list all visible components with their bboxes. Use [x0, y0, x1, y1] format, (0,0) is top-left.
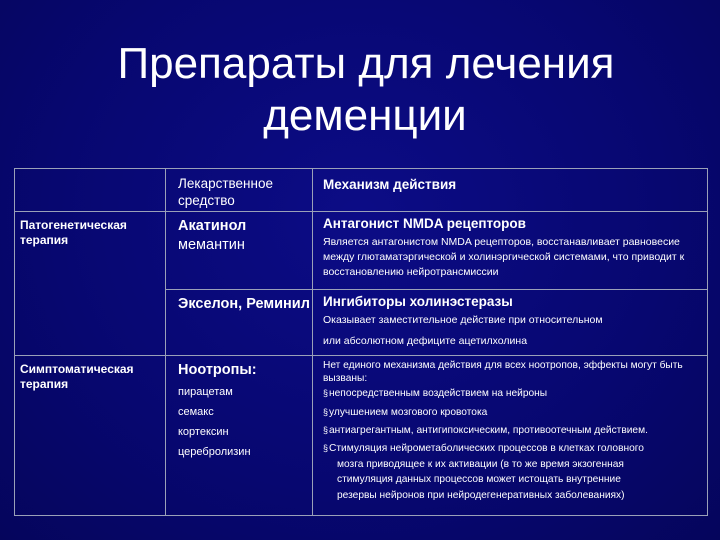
mechanism-cell-nmda: [313, 212, 708, 290]
slide-title: [0, 38, 720, 142]
list-item: семакс: [178, 406, 214, 418]
drug-cell-nootropics: [166, 356, 313, 516]
continuation-line: мозга приводящее к их активации (в то же время экзогенная: [337, 458, 624, 470]
list-item: пирацетам: [178, 386, 233, 398]
header-empty-cell: [15, 169, 166, 212]
mechanism-title: Ингибиторы холинэстеразы: [323, 294, 513, 309]
mechanism-description-1: Оказывает заместительное действие при относительном: [323, 314, 603, 326]
list-item: [323, 387, 703, 401]
mechanism-description: Является антагонистом NMDA рецепторов, восстанавливает равновесие между глютаматэргической и холинэргической системами, что приводит к восстановлению нейротрансмиссии: [323, 236, 685, 278]
nootropics-list: [178, 382, 312, 462]
row-label-pathogenetic: Патогенетическая терапия: [15, 212, 166, 356]
mechanism-description-2: или абсолютном дефиците ацетилхолина: [323, 335, 528, 347]
bullet-text: непосредственным воздействием на нейроны: [329, 388, 548, 400]
table-row: [15, 356, 708, 516]
list-item: церебролизин: [178, 446, 251, 458]
table-header-row: [15, 169, 708, 212]
bullet-text: улучшением мозгового кровотока: [329, 406, 488, 418]
mechanism-cell-cholinesterase: [313, 290, 708, 356]
bullet-text: Стимуляция нейрометаболических процессов в клетках головного: [329, 442, 644, 454]
mechanism-title: Антагонист NMDA рецепторов: [323, 216, 526, 231]
drug-table: [14, 168, 708, 516]
row-label-symptomatic: Симптоматическая терапия: [15, 356, 166, 516]
header-drug-cell: Лекарственное средство: [166, 169, 313, 212]
mechanism-cell-nootropics: [313, 356, 708, 516]
drug-name: Акатинол: [178, 218, 247, 234]
header-mechanism-cell: Механизм действия: [313, 169, 708, 212]
title-line-2: деменции: [263, 91, 467, 140]
drug-cell-akatinol: [166, 212, 313, 290]
continuation-line: стимуляция данных процессов может истощать внутренние: [337, 474, 621, 486]
list-item: [323, 424, 703, 438]
drug-alt-name: мемантин: [178, 237, 245, 253]
mechanism-intro: Нет единого механизма действия для всех ноотропов, эффекты могут быть вызваны:: [323, 360, 683, 384]
bullet-text: антиагрегантным, антигипоксическим, противоотечным действием.: [329, 425, 648, 437]
list-item: [323, 406, 703, 420]
continuation-line: резервы нейронов при нейродегенеративных заболеваниях): [337, 489, 625, 501]
title-line-1: Препараты для лечения: [117, 39, 615, 88]
list-item: кортексин: [178, 426, 229, 438]
list-item: [323, 442, 703, 456]
nootropics-title: Ноотропы:: [178, 362, 257, 378]
drug-cell-exelon: Экселон, Реминил: [166, 290, 313, 356]
table-row: [15, 212, 708, 290]
